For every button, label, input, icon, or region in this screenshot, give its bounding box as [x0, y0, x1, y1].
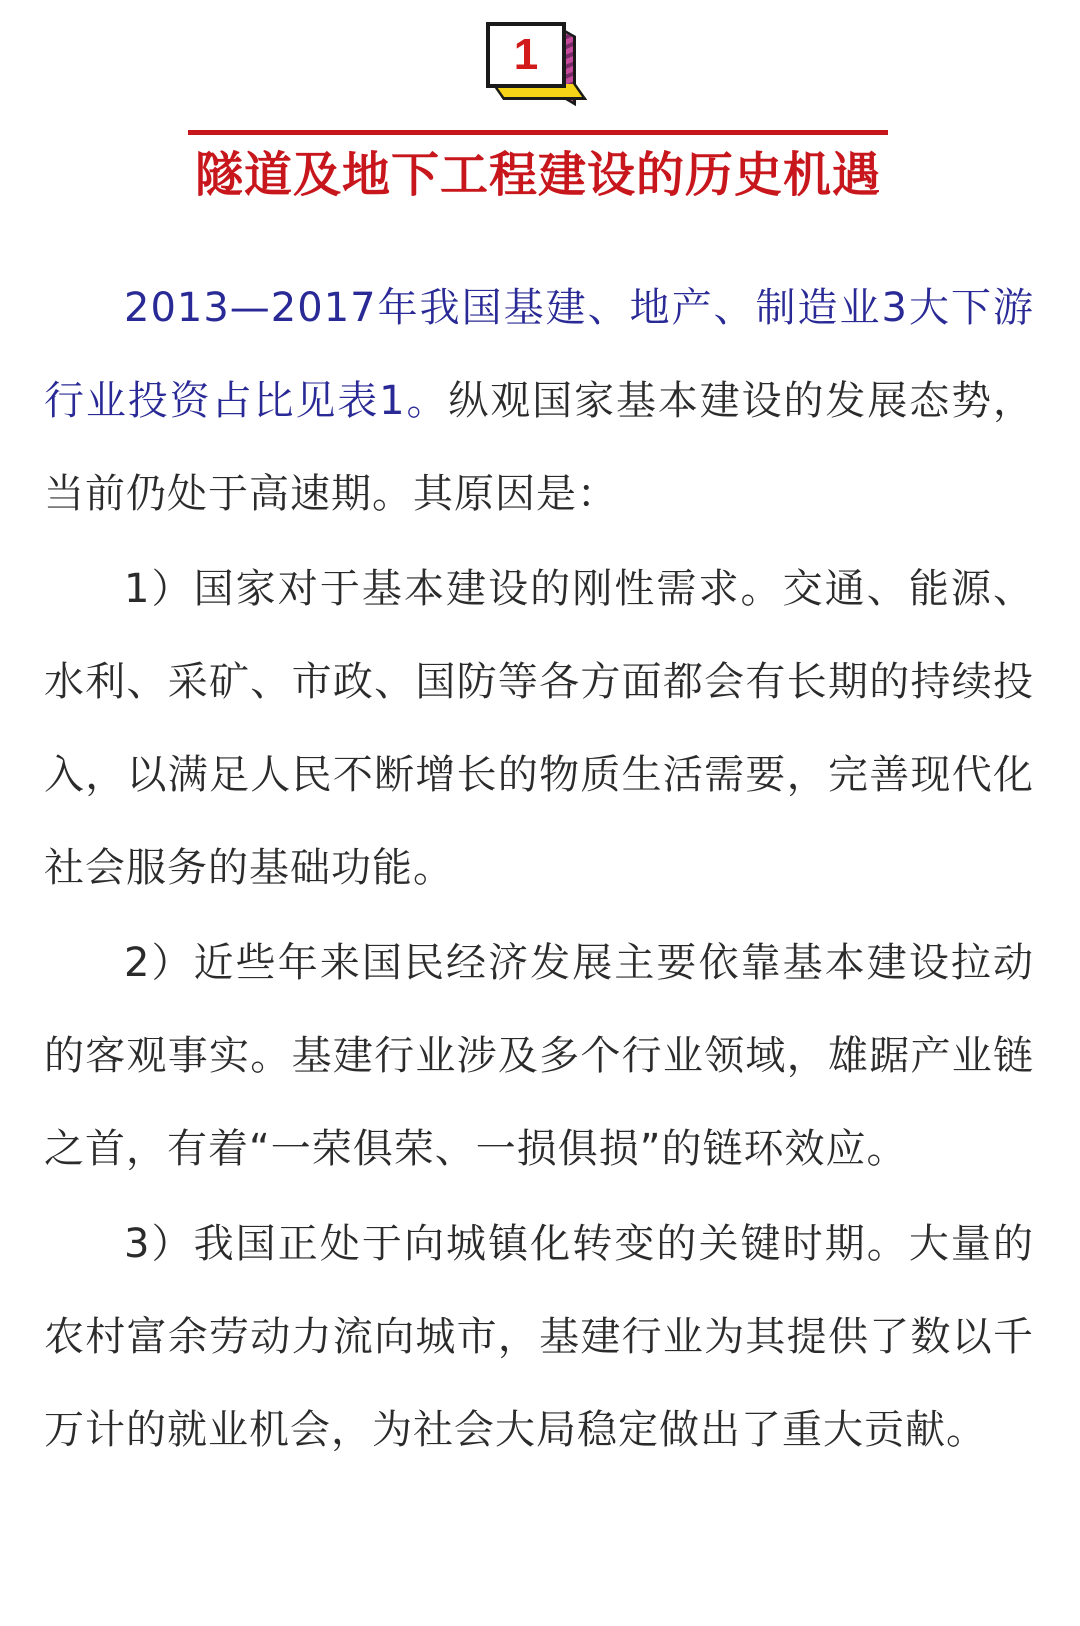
badge-number: 1	[513, 30, 539, 79]
intro-link-text[interactable]: 2013—2017年我国基建、地产、制造业3大下游行业投资占比见表1。	[44, 285, 1034, 424]
paragraph-intro	[44, 262, 1034, 541]
intro-text: 纵观国家基本建设的发展态势，当前仍处于高速期。其原因是：	[44, 378, 1035, 517]
section-number-badge	[486, 22, 592, 110]
paragraph-reason-1: 1）国家对于基本建设的刚性需求。交通、能源、水利、采矿、市政、国防等各方面都会有长期的持续投入，以满足人民不断增长的物质生活需要，完善现代化社会服务的基础功能。	[44, 566, 1034, 891]
paragraph-reason-3: 3）我国正处于向城镇化转变的关键时期。大量的农村富余劳动力流向城市，基建行业为其提供了数以千万计的就业机会，为社会大局稳定做出了重大贡献。	[44, 1221, 1034, 1453]
paragraph-reason-2: 2）近些年来国民经济发展主要依靠基本建设拉动的客观事实。基建行业涉及多个行业领域，雄踞产业链之首，有着“一荣俱荣、一损俱损”的链环效应。	[44, 940, 1034, 1172]
title-divider	[188, 130, 888, 135]
article-body	[44, 262, 1034, 1477]
badge-front-face	[486, 22, 566, 88]
section-title: 隧道及地下工程建设的历史机遇	[194, 147, 881, 203]
